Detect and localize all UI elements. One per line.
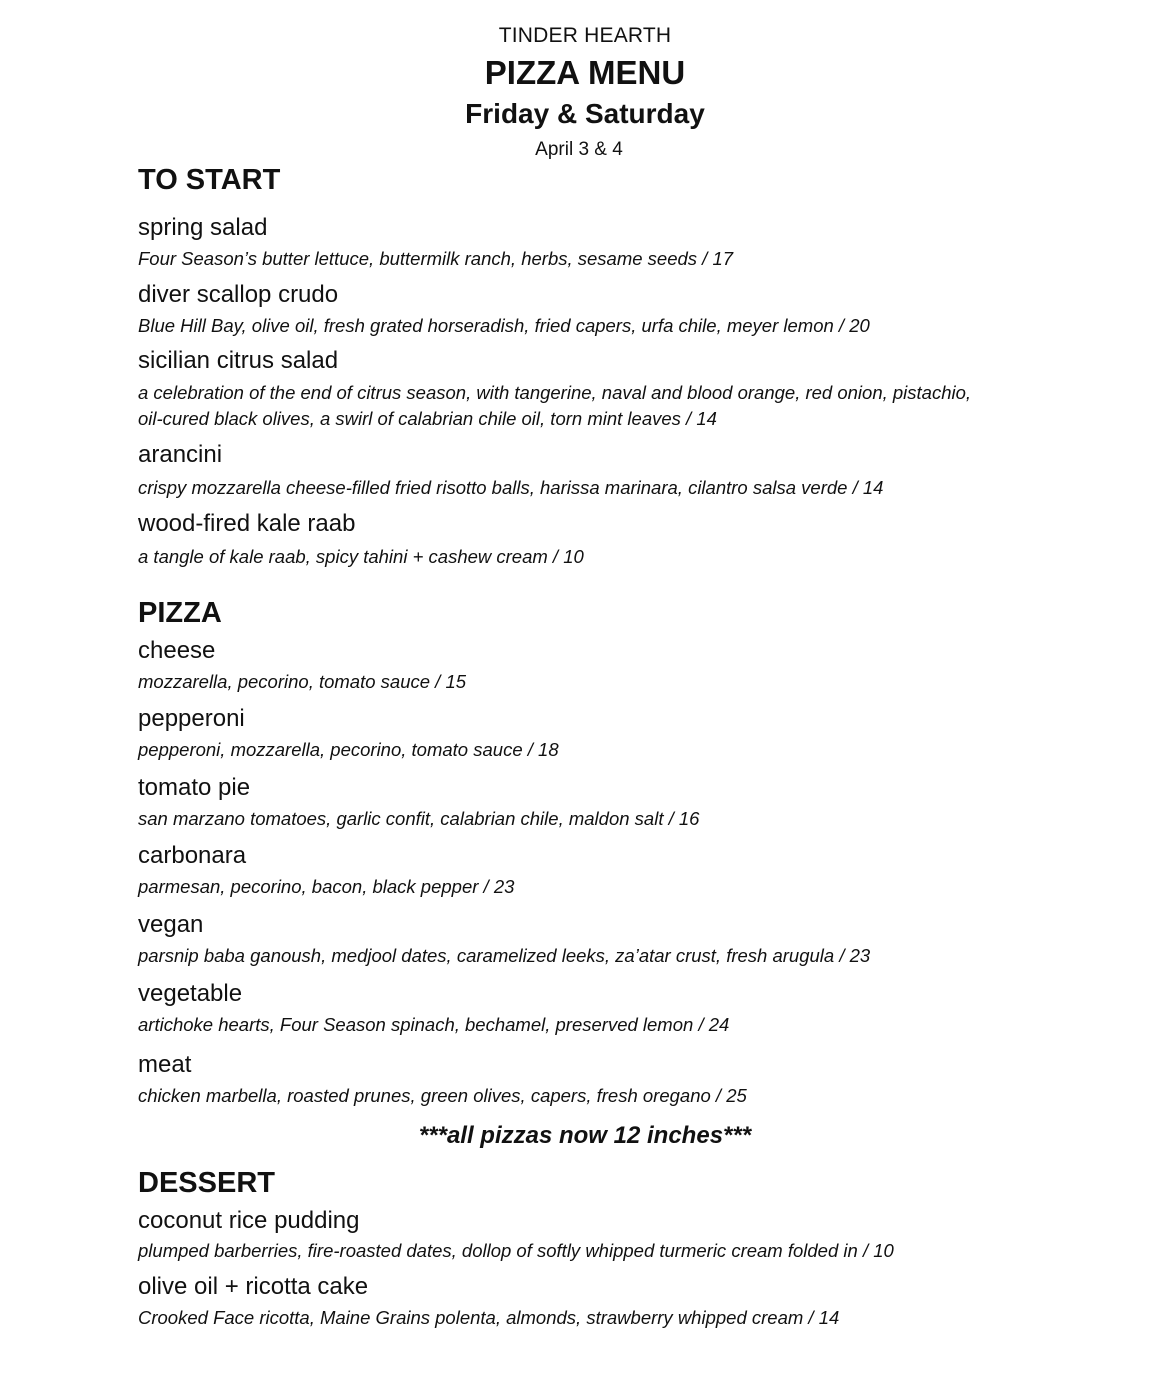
menu-item-name: cheese — [138, 637, 216, 664]
menu-item-name: sicilian citrus salad — [138, 347, 339, 374]
section-heading-pizza: PIZZA — [138, 597, 222, 629]
menu-title: PIZZA MENU — [484, 54, 686, 91]
menu-item-name: wood-fired kale raab — [138, 510, 356, 537]
menu-item-name: pepperoni — [138, 705, 245, 732]
menu-item-description-continued: oil-cured black olives, a swirl of calabrian chile oil, torn mint leaves / 14 — [138, 408, 717, 429]
menu-item-name: vegan — [138, 911, 204, 938]
menu-item-description: crispy mozzarella cheese-filled fried risotto balls, harissa marinara, cilantro salsa verde / 14 — [138, 477, 884, 498]
menu-item-name: meat — [138, 1051, 192, 1078]
menu-item-description: plumped barberries, fire-roasted dates, dollop of softly whipped turmeric cream folded in / 10 — [138, 1240, 894, 1261]
menu-dates: April 3 & 4 — [535, 139, 623, 160]
section-heading-to-start: TO START — [138, 164, 281, 196]
pizza-size-note: ***all pizzas now 12 inches*** — [418, 1122, 752, 1149]
restaurant-name: TINDER HEARTH — [498, 24, 672, 47]
section-heading-dessert: DESSERT — [138, 1167, 275, 1199]
menu-item-description: artichoke hearts, Four Season spinach, bechamel, preserved lemon / 24 — [138, 1014, 730, 1035]
menu-item-description: Crooked Face ricotta, Maine Grains polenta, almonds, strawberry whipped cream / 14 — [138, 1307, 840, 1328]
menu-item-description: parsnip baba ganoush, medjool dates, caramelized leeks, za’atar crust, fresh arugula / 23 — [138, 945, 871, 966]
menu-item-description: a celebration of the end of citrus season, with tangerine, naval and blood orange, red onion, pistachio, — [138, 382, 972, 403]
menu-item-name: carbonara — [138, 842, 247, 869]
menu-item-name: tomato pie — [138, 774, 251, 801]
menu-item-name: diver scallop crudo — [138, 281, 339, 308]
menu-item-description: Blue Hill Bay, olive oil, fresh grated horseradish, fried capers, urfa chile, meyer lemon / 20 — [138, 315, 870, 336]
menu-days: Friday & Saturday — [465, 98, 705, 129]
menu-item-name: olive oil + ricotta cake — [138, 1273, 369, 1300]
menu-item-name: arancini — [138, 441, 223, 468]
menu-item-description: Four Season’s butter lettuce, buttermilk ranch, herbs, sesame seeds / 17 — [138, 248, 734, 269]
menu-item-description: a tangle of kale raab, spicy tahini + cashew cream / 10 — [138, 546, 584, 567]
menu-item-name: spring salad — [138, 214, 268, 241]
menu-item-description: mozzarella, pecorino, tomato sauce / 15 — [138, 671, 467, 692]
menu-item-name: vegetable — [138, 980, 243, 1007]
menu-item-description: san marzano tomatoes, garlic confit, calabrian chile, maldon salt / 16 — [138, 808, 700, 829]
menu-item-description: parmesan, pecorino, bacon, black pepper / 23 — [138, 876, 515, 897]
menu-item-description: chicken marbella, roasted prunes, green olives, capers, fresh oregano / 25 — [138, 1085, 747, 1106]
menu-item-name: coconut rice pudding — [138, 1207, 360, 1234]
menu-item-description: pepperoni, mozzarella, pecorino, tomato sauce / 18 — [138, 739, 559, 760]
